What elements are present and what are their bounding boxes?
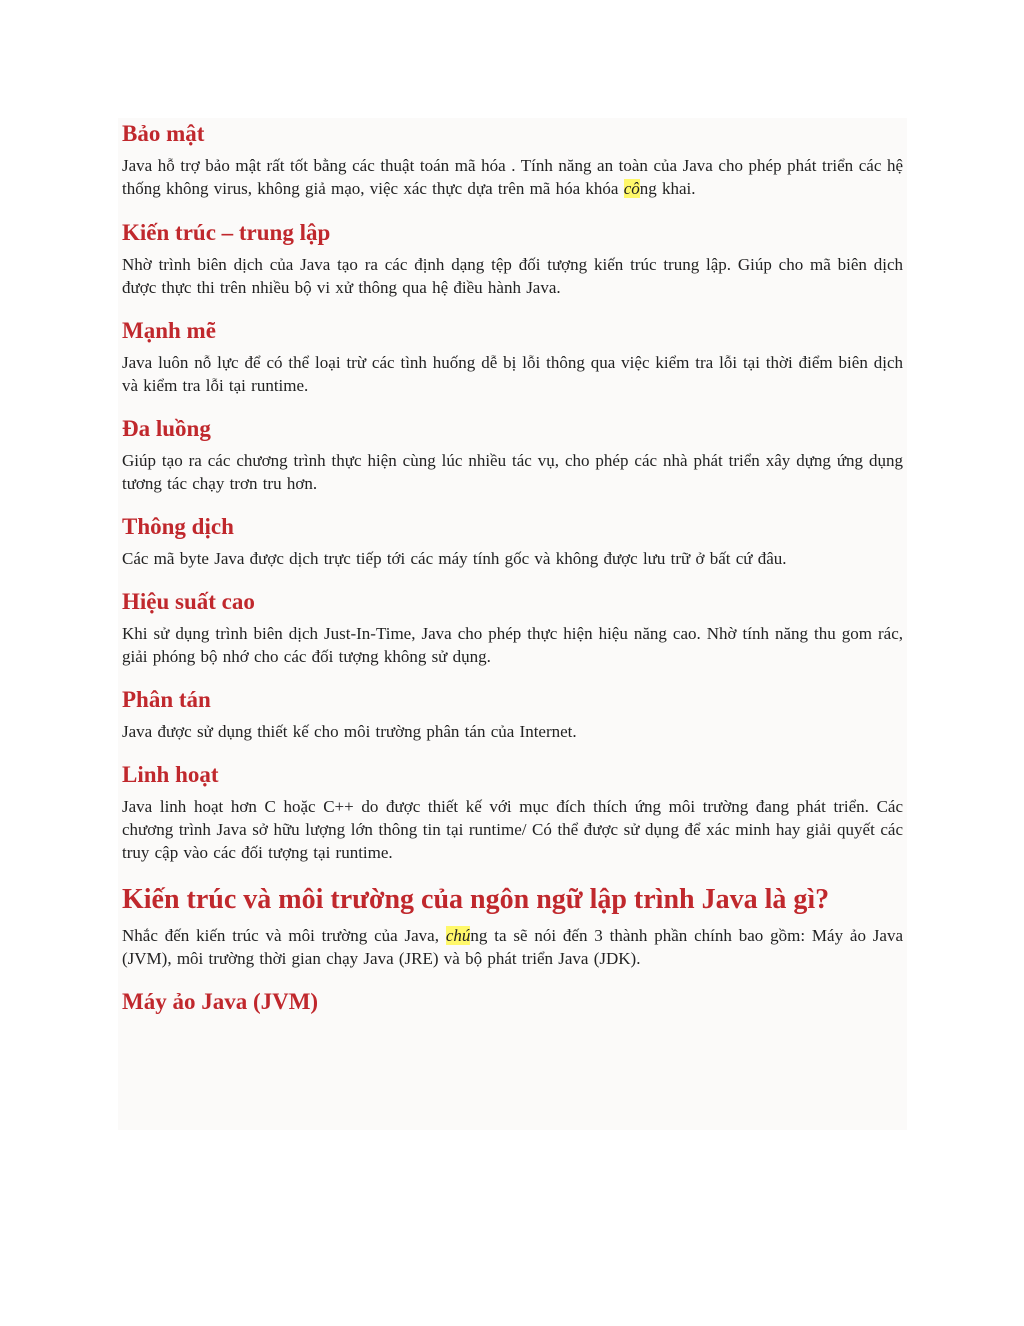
section-body: Java hỗ trợ bảo mật rất tốt bằng các thuật toán mã hóa . Tính năng an toàn của Java cho phép phát triển các hệ thống không virus, không giả mạo, việc xác thực dựa trên mã hóa khóa công khai. (122, 156, 903, 198)
section-body: Java được sử dụng thiết kế cho môi trường phân tán của Internet. (122, 722, 577, 741)
section-body: Java luôn nỗ lực để có thể loại trừ các tình huống dễ bị lỗi thông qua việc kiểm tra lỗi tại thời điểm biên dịch và kiểm tra lỗi tại runtime. (122, 353, 903, 395)
section-architecture-neutral (122, 217, 903, 299)
section-body: Giúp tạo ra các chương trình thực hiện cùng lúc nhiều tác vụ, cho phép các nhà phát triển xây dựng ứng dụng tương tác chạy trơn tru hơn. (122, 451, 903, 493)
section-security (122, 118, 903, 200)
section-body: Java linh hoạt hơn C hoặc C++ do được thiết kế với mục đích thích ứng môi trường đang phát triển. Các chương trình Java sở hữu lượng lớn thông tin tại runtime/ Có thể được sử dụng để xác minh hay giải quyết các truy cập vào các đối tượng tại runtime. (122, 797, 903, 862)
section-heading: Mạnh mẽ (122, 318, 216, 343)
section-heading: Thông dịch (122, 514, 234, 539)
section-body: Nhắc đến kiến trúc và môi trường của Java, chúng ta sẽ nói đến 3 thành phần chính bao gồm: Máy ảo Java (JVM), môi trường thời gian chạy Java (JRE) và bộ phát triển Java (JDK). (122, 926, 904, 968)
highlighted-text: cô (623, 179, 640, 198)
section-heading: Linh hoạt (122, 762, 219, 787)
section-flexible (122, 759, 903, 864)
section-body: Khi sử dụng trình biên dịch Just-In-Time, Java cho phép thực hiện hiệu năng cao. Nhờ tính năng thu gom rác, giải phóng bộ nhớ cho các đối tượng không sử dụng. (122, 624, 903, 666)
section-distributed (122, 684, 903, 743)
section-body: Các mã byte Java được dịch trực tiếp tới các máy tính gốc và không được lưu trữ ở bất cứ đâu. (122, 549, 787, 568)
section-high-performance (122, 586, 903, 668)
section-heading: Kiến trúc – trung lập (122, 220, 331, 245)
section-robust (122, 315, 903, 397)
section-heading: Bảo mật (122, 121, 205, 146)
section-interpreted (122, 511, 903, 570)
section-heading: Phân tán (122, 687, 211, 712)
document-page (118, 118, 907, 1130)
section-heading: Đa luồng (122, 416, 211, 441)
sub-heading: Máy ảo Java (JVM) (122, 989, 319, 1014)
section-multithreading (122, 413, 903, 495)
highlighted-text: chú (445, 926, 471, 945)
section-body: Nhờ trình biên dịch của Java tạo ra các định dạng tệp đối tượng kiến trúc trung lập. Giúp cho mã biên dịch được thực thi trên nhiều bộ vi xử thông qua hệ điều hành Java. (122, 255, 903, 297)
section-java-architecture (122, 880, 903, 1018)
section-heading: Hiệu suất cao (122, 589, 255, 614)
main-heading: Kiến trúc và môi trường của ngôn ngữ lập trình Java là gì? (122, 884, 830, 915)
